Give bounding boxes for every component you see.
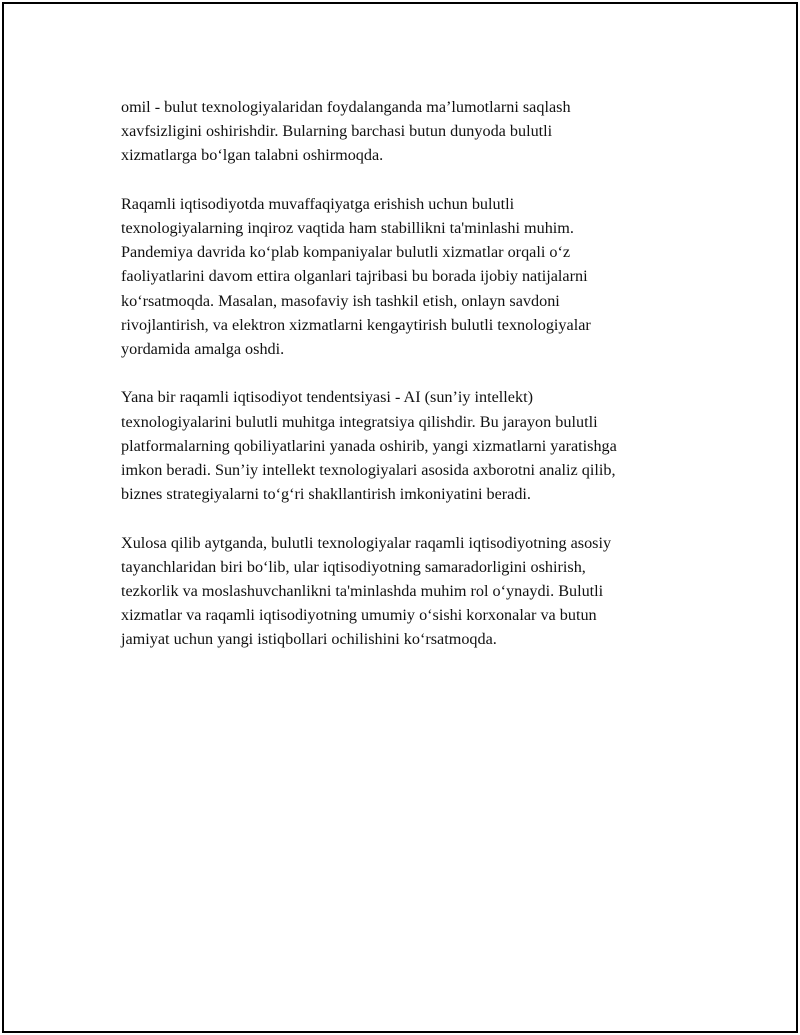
paragraph-3: Yana bir raqamli iqtisodiyot tendentsiyasi - AI (sun’iy intellekt) texnologiyalarini bulutli muhitga integratsiya qilishdir. Bu jarayon bulutli platformalarning qobiliyatlarini yanada oshirib, yangi xizmatlarni yaratishga imkon beradi. Sun’iy intellekt texnologiyalari asosida axborotni analiz qilib, biznes strategiyalarni to‘g‘ri shakllantirish imkoniyatini beradi. [121,388,617,504]
page-frame [2,2,798,1033]
paragraph-2: Raqamli iqtisodiyotda muvaffaqiyatga erishish uchun bulutli texnologiyalarning inqiroz vaqtida ham stabillikni ta'minlashi muhim. Pandemiya davrida ko‘plab kompaniyalar bulutli xizmatlar orqali o‘z faoliyatlarini davom ettira olganlari tajribasi bu borada ijobiy natijalarni ko‘rsatmoqda. Masalan, masofaviy ish tashkil etish, onlayn savdoni rivojlantirish, va elektron xizmatlarni kengaytirish bulutli texnologiyalar yordamida amalga oshdi. [121,194,591,359]
paragraph-1: omil - bulut texnologiyalaridan foydalanganda ma’lumotlarni saqlash xavfsizligini oshirishdir. Bularning barchasi butun dunyoda bulutli xizmatlarga bo‘lgan talabni oshirmoqda. [121,98,571,165]
paragraph-4: Xulosa qilib aytganda, bulutli texnologiyalar raqamli iqtisodiyotning asosiy tayanchlaridan biri bo‘lib, ular iqtisodiyotning samaradorligini oshirish, tezkorlik va moslashuvchanlikni ta'minlashda muhim rol o‘ynaydi. Bulutli xizmatlar va raqamli iqtisodiyotning umumiy o‘sishi korxonalar va butun jamiyat uchun yangi istiqbollari ochilishini ko‘rsatmoqda. [121,533,612,649]
document-body [121,95,721,676]
